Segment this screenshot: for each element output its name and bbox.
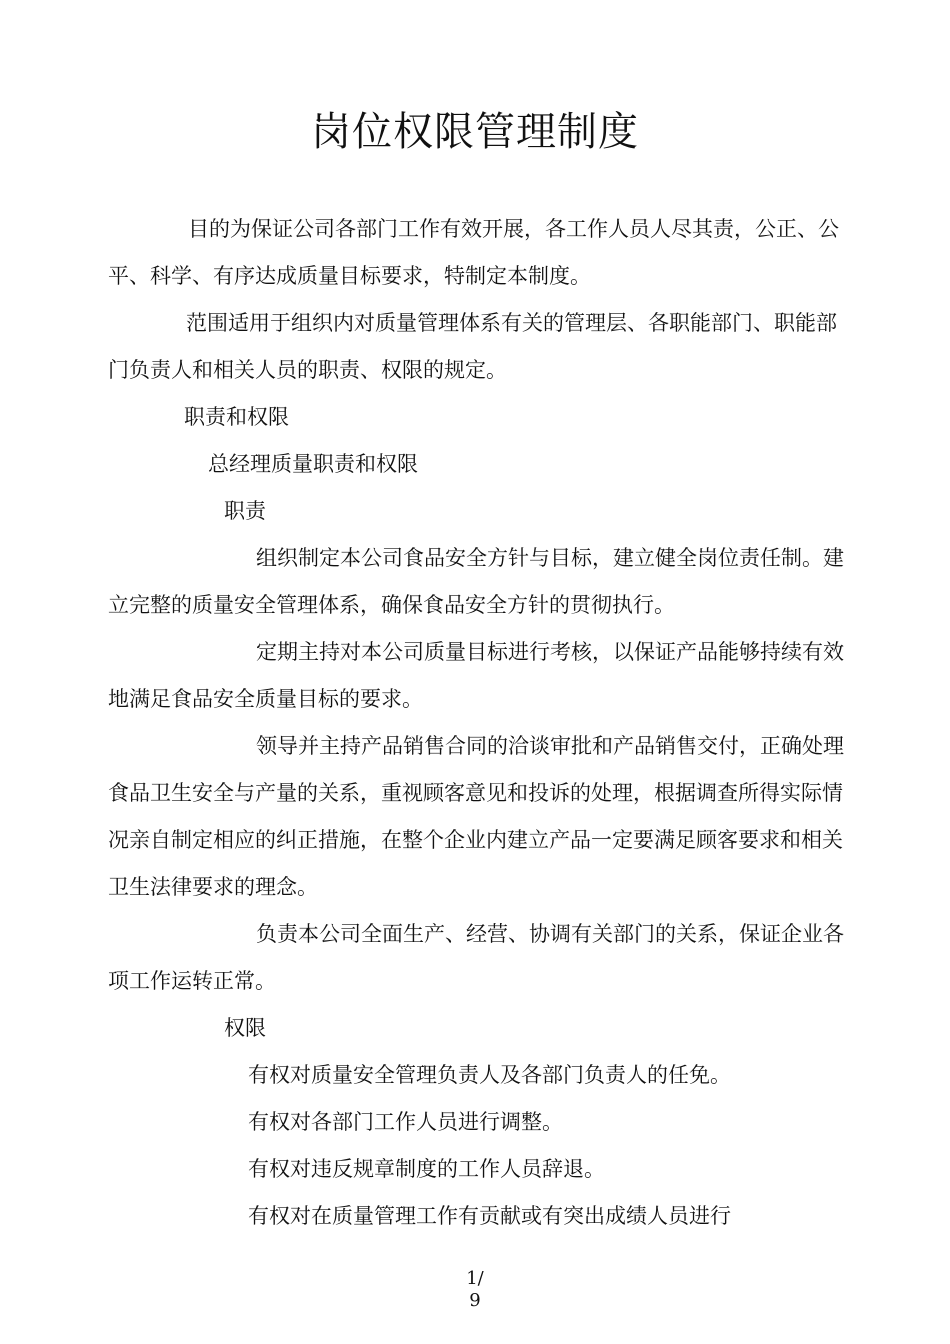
right-item: 有权对违反规章制度的工作人员辞退。: [248, 1157, 605, 1181]
page-number: [450, 1268, 500, 1312]
duty-item: 定期主持对本公司质量目标进行考核，以保证产品能够持续有效地满足食品安全质量目标的要求。: [108, 640, 844, 711]
duty-item: 组织制定本公司食品安全方针与目标，建立健全岗位责任制。建立完整的质量安全管理体系，确保食品安全方针的贯彻执行。: [108, 546, 844, 617]
duty-item: 领导并主持产品销售合同的洽谈审批和产品销售交付，正确处理食品卫生安全与产量的关系，重视顾客意见和投诉的处理，根据调查所得实际情况亲自制定相应的纠正措施，在整个企业内建立产品一定要满足顾客要求和相关卫生法律要求的理念。: [108, 734, 844, 899]
scope-paragraph: 范围适用于组织内对质量管理体系有关的管理层、各职能部门、职能部门负责人和相关人员的职责、权限的规定。: [108, 311, 837, 382]
subsection-heading: 总经理质量职责和权限: [208, 452, 418, 476]
right-item: 有权对质量安全管理负责人及各部门负责人的任免。: [248, 1063, 731, 1087]
right-item: 有权对各部门工作人员进行调整。: [248, 1110, 563, 1134]
page-number-text: 1/ 9: [466, 1268, 484, 1311]
right-item: 有权对在质量管理工作有贡献或有突出成绩人员进行: [248, 1204, 731, 1228]
document-title: 岗位权限管理制度: [311, 109, 639, 155]
purpose-paragraph: 目的为保证公司各部门工作有效开展，各工作人员人尽其责，公正、公平、科学、有序达成质量目标要求，特制定本制度。: [108, 217, 839, 288]
duty-item: 负责本公司全面生产、经营、协调有关部门的关系，保证企业各项工作运转正常。: [108, 922, 844, 993]
duties-heading: 职责: [224, 499, 266, 523]
rights-heading: 权限: [224, 1016, 266, 1040]
section-heading: 职责和权限: [184, 405, 289, 429]
document-body: [108, 206, 848, 1240]
